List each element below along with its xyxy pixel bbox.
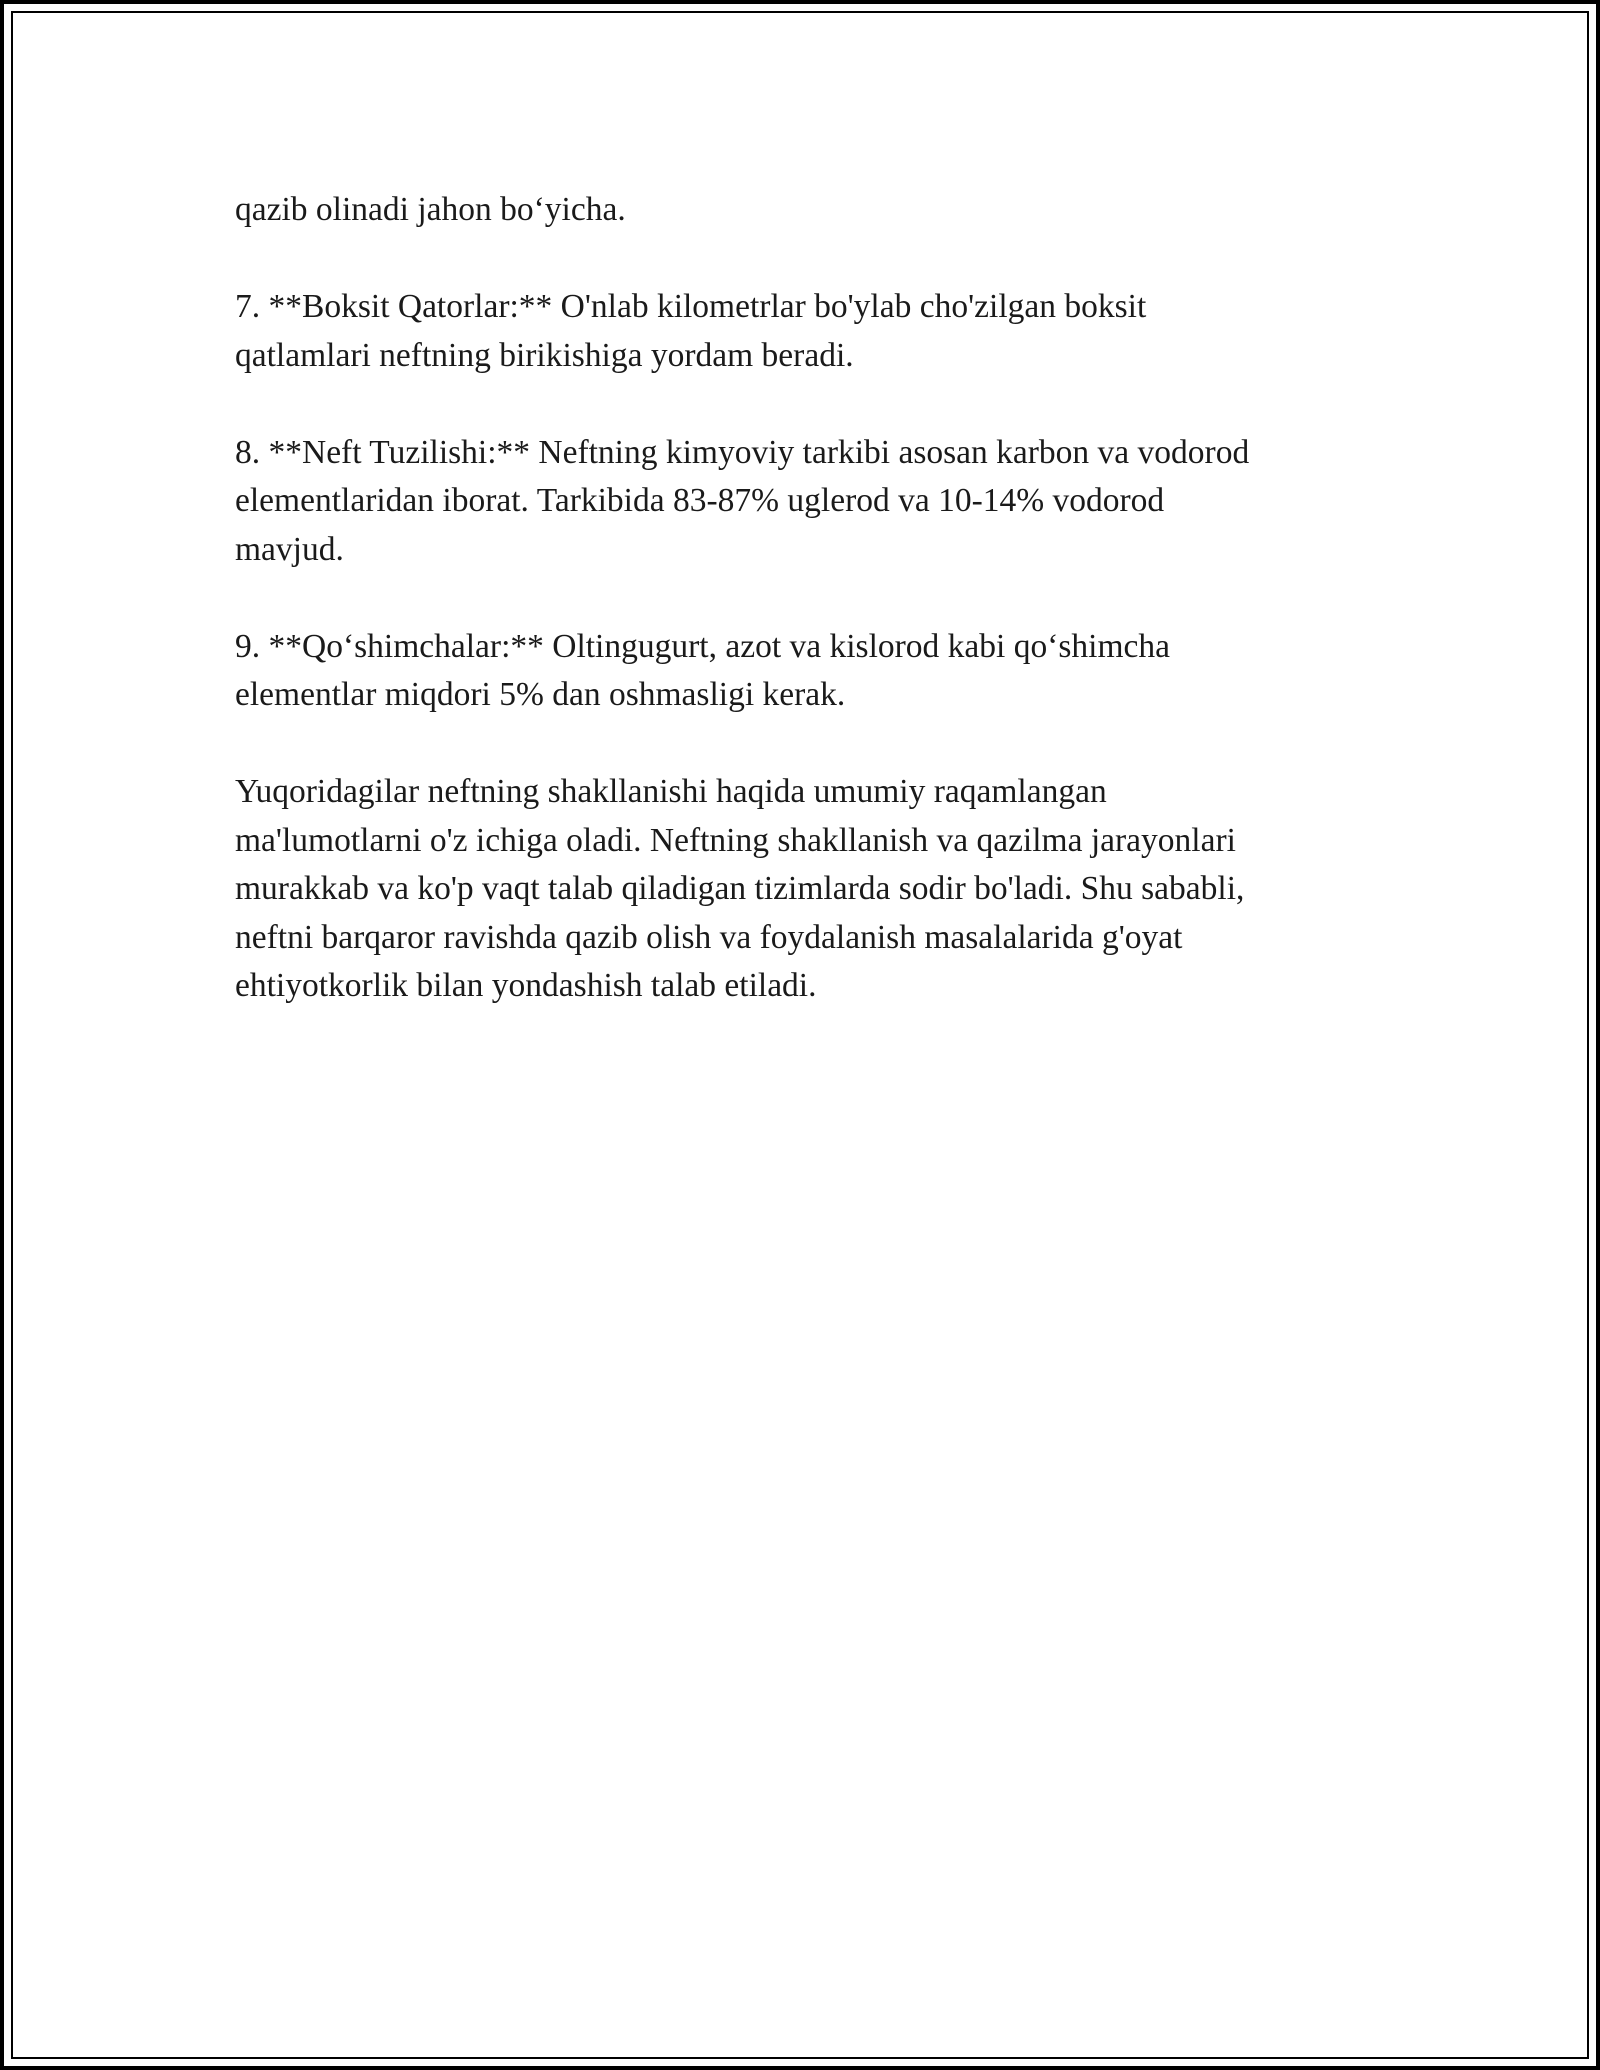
text-line: Yuqoridagilar neftning shakllanishi haqida umumiy raqamlangan: [235, 773, 1107, 810]
text-line: mavjud.: [235, 530, 344, 568]
list-item-9-qoshimchalar: [235, 623, 1365, 720]
text-line: ma'lumotlarni o'z ichiga oladi. Neftning shakllanish va qazilma jarayonlari: [235, 821, 1236, 859]
text-line: qazib olinadi jahon bo‘yicha.: [235, 191, 626, 228]
text-line: neftni barqaror ravishda qazib olish va foydalanish masalalarida g'oyat: [235, 918, 1183, 956]
summary-paragraph: [235, 768, 1365, 1011]
document-body: [235, 186, 1365, 1059]
paragraph-continuation: [235, 186, 1365, 235]
text-line: qatlamlari neftning birikishiga yordam beradi.: [235, 336, 854, 374]
text-line: 8. **Neft Tuzilishi:** Neftning kimyoviy tarkibi asosan karbon va vodorod: [235, 433, 1250, 471]
text-line: ehtiyotkorlik bilan yondashish talab etiladi.: [235, 967, 817, 1004]
text-line: 9. **Qo‘shimchalar:** Oltingugurt, azot va kislorod kabi qo‘shimcha: [235, 627, 1171, 665]
text-line: elementlar miqdori 5% dan oshmasligi kerak.: [235, 676, 846, 713]
text-line: elementlaridan iborat. Tarkibida 83-87% uglerod va 10-14% vodorod: [235, 482, 1165, 519]
list-item-8-neft-tuzilishi: [235, 429, 1365, 575]
text-line: murakkab va ko'p vaqt talab qiladigan tizimlarda sodir bo'ladi. Shu sababli,: [235, 870, 1245, 907]
text-line: 7. **Boksit Qatorlar:** O'nlab kilometrlar bo'ylab cho'zilgan boksit: [235, 288, 1147, 325]
list-item-7-boksit: [235, 283, 1365, 380]
